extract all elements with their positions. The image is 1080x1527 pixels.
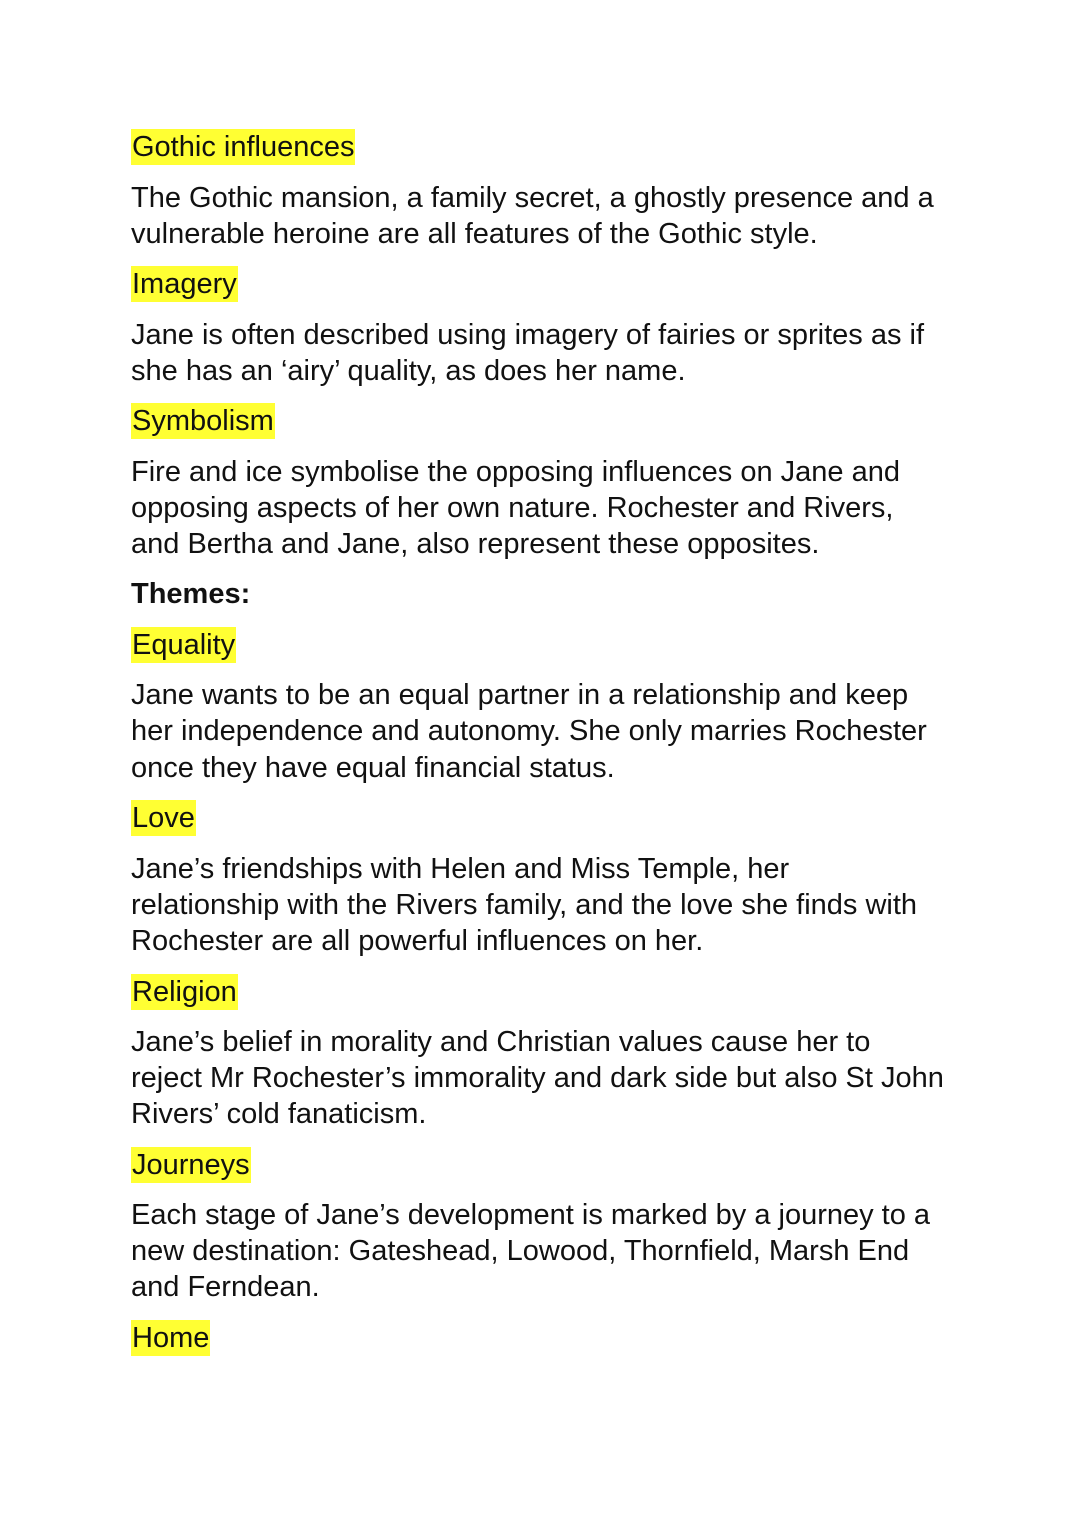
highlighted-heading: Equality: [132, 629, 236, 661]
paragraph-line: Rochester are all powerful influences on her.: [131, 925, 704, 957]
theme-heading-love: [131, 800, 196, 836]
paragraph-line: Jane is often described using imagery of fairies or sprites as if: [131, 319, 925, 351]
theme-heading-journeys: [131, 1147, 251, 1183]
paragraph-line: Jane’s friendships with Helen and Miss Temple, her: [131, 853, 790, 885]
paragraph-line: Each stage of Jane’s development is marked by a journey to a: [131, 1199, 931, 1231]
theme-heading-equality: [131, 627, 236, 663]
paragraph-line: relationship with the Rivers family, and the love she finds with: [131, 889, 918, 921]
paragraph-line: Rivers’ cold fanaticism.: [131, 1098, 427, 1130]
section-heading-symbolism: [131, 403, 275, 439]
paragraph-line: and Bertha and Jane, also represent these opposites.: [131, 528, 820, 560]
highlighted-heading: Love: [132, 802, 195, 834]
themes-heading: Themes:: [131, 578, 251, 610]
paragraph-line: once they have equal financial status.: [131, 752, 615, 784]
highlighted-heading: Gothic influences: [132, 131, 355, 163]
paragraph-line: Jane’s belief in morality and Christian values cause her to: [131, 1026, 871, 1058]
paragraph-line: Fire and ice symbolise the opposing influences on Jane and: [131, 456, 900, 488]
highlighted-heading: Home: [132, 1322, 210, 1354]
paragraph-line: her independence and autonomy. She only marries Rochester: [131, 715, 927, 747]
paragraph-line: The Gothic mansion, a family secret, a ghostly presence and a: [131, 182, 934, 214]
highlighted-heading: Journeys: [132, 1149, 250, 1181]
paragraph-line: Jane wants to be an equal partner in a relationship and keep: [131, 679, 909, 711]
paragraph-line: vulnerable heroine are all features of the Gothic style.: [131, 218, 818, 250]
paragraph-line: opposing aspects of her own nature. Rochester and Rivers,: [131, 492, 894, 524]
paragraph-line: new destination: Gateshead, Lowood, Thornfield, Marsh End: [131, 1235, 910, 1267]
theme-heading-religion: [131, 974, 238, 1010]
section-heading-gothic: [131, 129, 355, 165]
highlighted-heading: Imagery: [132, 268, 237, 300]
paragraph-line: she has an ‘airy’ quality, as does her name.: [131, 355, 686, 387]
paragraph-line: and Ferndean.: [131, 1271, 320, 1303]
highlighted-heading: Religion: [132, 976, 237, 1008]
paragraph-line: reject Mr Rochester’s immorality and dark side but also St John: [131, 1062, 944, 1094]
theme-heading-home: [131, 1320, 210, 1356]
highlighted-heading: Symbolism: [132, 405, 274, 437]
section-heading-imagery: [131, 266, 238, 302]
